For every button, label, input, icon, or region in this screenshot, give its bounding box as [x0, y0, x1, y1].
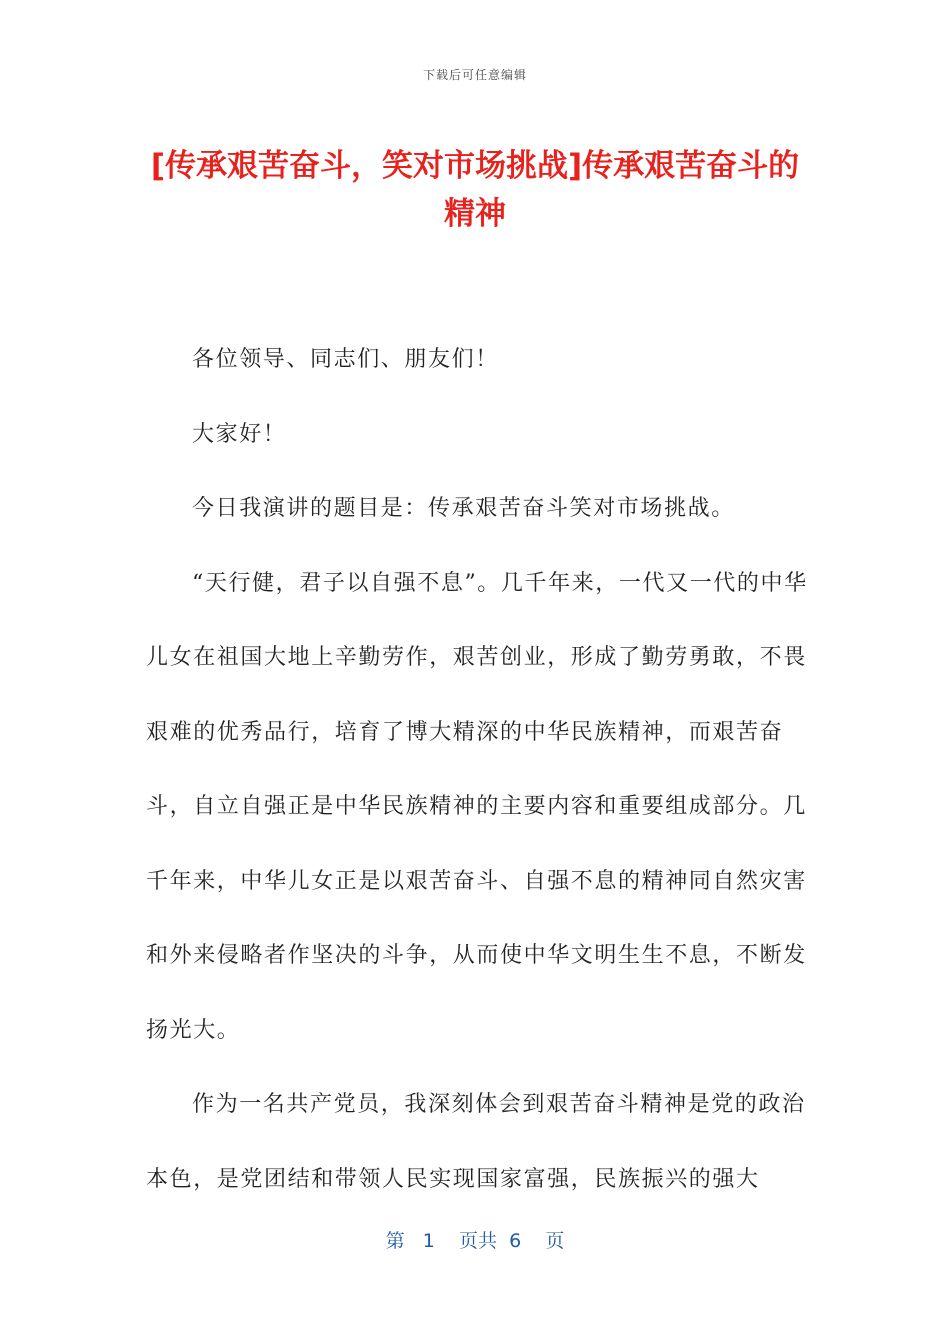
paragraph-history: “天行健，君子以自强不息”。几千年来，一代又一代的中华儿女在祖国大地上辛勤劳作，艰苦创业，形成了勤劳勇敢，不畏艰难的优秀品行，培育了博大精深的中华民族精神，而艰苦奋斗，自立自强正是中华民族精神的主要内容和重要组成部分。几千年来，中华儿女正是以艰苦奋斗、自强不息的精神同自然灾害和外来侵略者作坚决的斗争，从而使中华文明生生不息，不断发扬光大。: [146, 570, 808, 1043]
footer-current-page: 1: [422, 1230, 435, 1252]
footer-prefix: 第: [385, 1230, 405, 1252]
document-body: [146, 323, 810, 1217]
footer-mid: 页共: [459, 1230, 498, 1252]
page-number-footer: [0, 1226, 950, 1253]
paragraph-greeting: 大家好！: [192, 421, 287, 447]
paragraph-salutation: 各位领导、同志们、朋友们！: [192, 347, 499, 372]
paragraph-party-member: 作为一名共产党员，我深刻体会到艰苦奋斗精神是党的政治本色，是党团结和带领人民实现国家富强，民族振兴的强大: [146, 1092, 806, 1192]
footer-total-pages: 6: [509, 1230, 522, 1252]
document-title: [传承艰苦奋斗，笑对市场挑战]传承艰苦奋斗的精神: [150, 148, 800, 232]
paragraph-topic: 今日我演讲的题目是：传承艰苦奋斗笑对市场挑战。: [192, 496, 735, 521]
header-note: 下载后可任意编辑: [422, 68, 527, 82]
footer-suffix: 页: [545, 1230, 565, 1252]
